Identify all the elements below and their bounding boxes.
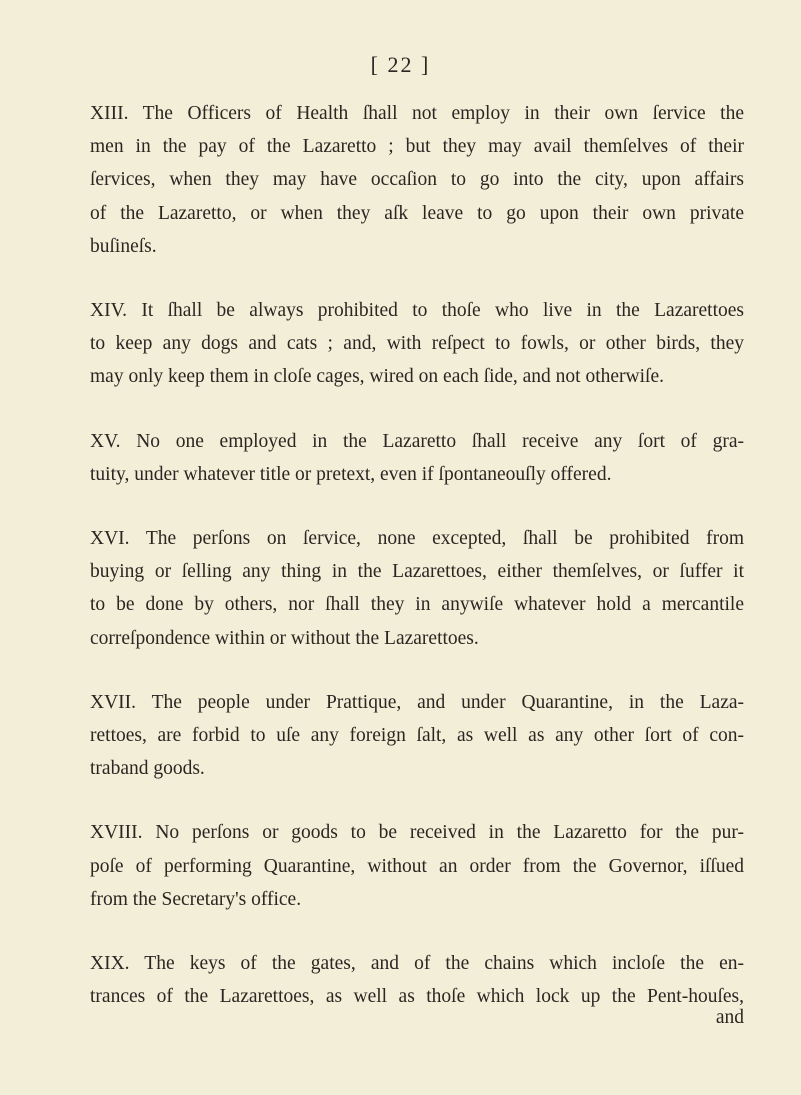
text-line: XVIII. No perſons or goods to be received in the Lazaretto for the pur- (90, 822, 744, 844)
text-line: from the Secretary's office. (90, 888, 302, 910)
text-line: men in the pay of the Lazaretto ; but they may avail themſelves of their (90, 136, 744, 158)
text-line: XIX. The keys of the gates, and of the chains which incloſe the en- (90, 953, 744, 975)
paragraph-xvi (90, 522, 744, 655)
paragraph-xix (90, 947, 744, 1013)
text-line: correſpondence within or without the Lazarettoes. (90, 627, 479, 649)
text-line: XVII. The people under Prattique, and under Quarantine, in the Laza- (90, 691, 744, 713)
text-line: XVI. The perſons on ſervice, none excepted, ſhall be prohibited from (90, 528, 744, 550)
text-line: poſe of performing Quarantine, without an order from the Governor, iſſued (90, 855, 744, 877)
text-line: XV. No one employed in the Lazaretto ſhall receive any ſort of gra- (90, 430, 744, 452)
catchword: and (715, 1007, 744, 1028)
text-line: may only keep them in cloſe cages, wired on each ſide, and not otherwiſe. (90, 366, 664, 388)
paragraph-xviii (90, 816, 744, 916)
text-line: XIV. It ſhall be always prohibited to thoſe who live in the Lazarettoes (90, 300, 744, 322)
text-line: rettoes, are forbid to uſe any foreign ſalt, as well as any other ſort of con- (90, 725, 744, 747)
paragraph-xiv (90, 294, 744, 394)
text-line: buſineſs. (90, 235, 157, 257)
page-number: [ 22 ] (370, 52, 431, 77)
paragraph-xiii (90, 97, 744, 263)
body-text (90, 97, 744, 1044)
text-line: buying or ſelling any thing in the Lazarettoes, either themſelves, or ſuffer it (90, 561, 744, 583)
text-line: to keep any dogs and cats ; and, with reſpect to fowls, or other birds, they (90, 333, 744, 355)
text-line: XIII. The Officers of Health ſhall not employ in their own ſervice the (90, 103, 744, 124)
text-line: of the Lazaretto, or when they aſk leave to go upon their own private (90, 202, 744, 224)
paragraph-xvii (90, 686, 744, 786)
text-line: to be done by others, nor ſhall they in anywiſe whatever hold a mercantile (90, 594, 744, 616)
paragraph-xv (90, 425, 744, 491)
text-line: trances of the Lazarettoes, as well as thoſe which lock up the Pent-houſes, (90, 986, 744, 1008)
text-line: ſervices, when they may have occaſion to go into the city, upon affairs (90, 169, 744, 191)
text-line: tuity, under whatever title or pretext, even if ſpontaneouſly offered. (90, 463, 612, 485)
text-line: traband goods. (90, 758, 205, 780)
